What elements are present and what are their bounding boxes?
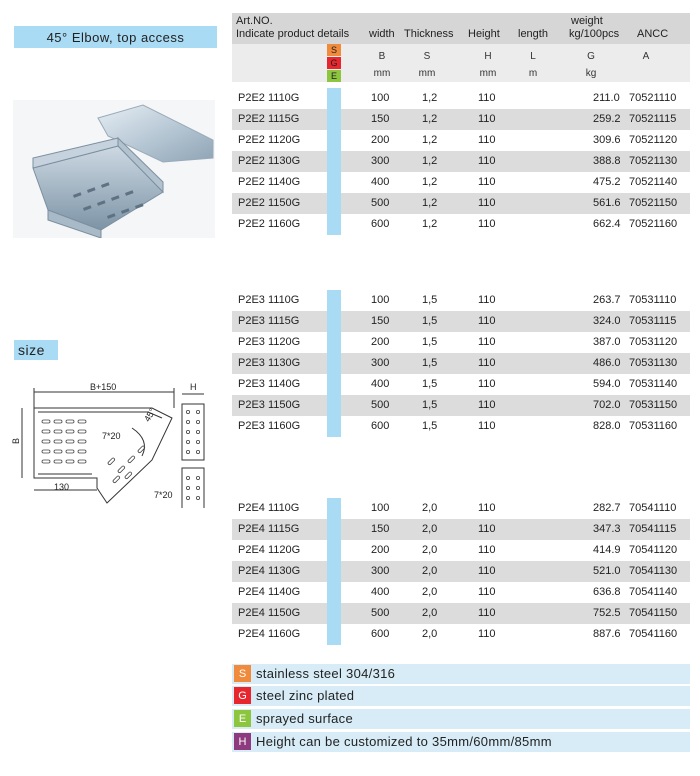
header-art-no: Art.NO. bbox=[236, 15, 273, 27]
header-thickness: Thickness bbox=[404, 28, 454, 40]
cell-art: P2E3 1140G bbox=[238, 378, 301, 390]
cell-art: P2E4 1130G bbox=[238, 565, 301, 577]
unit-l: m bbox=[528, 68, 538, 79]
cell-height: 110 bbox=[478, 628, 496, 640]
table-row bbox=[232, 332, 690, 353]
cell-art: P2E4 1110G bbox=[238, 502, 300, 514]
dim-angle-label: 45° bbox=[142, 406, 158, 424]
cell-thickness: 1,5 bbox=[422, 294, 438, 306]
cell-width: 500 bbox=[371, 197, 390, 209]
dim-hole2-label: 7*20 bbox=[154, 490, 173, 500]
table-row bbox=[232, 603, 690, 624]
cell-art: P2E3 1115G bbox=[238, 315, 300, 327]
cell-height: 110 bbox=[478, 315, 496, 327]
cell-ancc: 70541130 bbox=[629, 565, 678, 577]
legend-code-e: E bbox=[234, 710, 251, 727]
table-row bbox=[232, 540, 690, 561]
cell-height: 110 bbox=[478, 523, 496, 535]
cell-art: P2E4 1140G bbox=[238, 586, 301, 598]
cell-width: 100 bbox=[371, 294, 390, 306]
table-row bbox=[232, 311, 690, 332]
sym-l: L bbox=[530, 51, 536, 62]
cell-width: 500 bbox=[371, 399, 390, 411]
cell-height: 110 bbox=[478, 399, 496, 411]
cell-weight: 263.7 bbox=[593, 294, 621, 306]
cell-ancc: 70521130 bbox=[629, 155, 678, 167]
cell-height: 110 bbox=[478, 155, 496, 167]
cell-width: 100 bbox=[371, 502, 390, 514]
table-row bbox=[232, 374, 690, 395]
cell-width: 400 bbox=[371, 176, 390, 188]
cell-art: P2E2 1110G bbox=[238, 92, 300, 104]
cell-ancc: 70531150 bbox=[629, 399, 678, 411]
cell-thickness: 2,0 bbox=[422, 544, 438, 556]
cell-thickness: 1,2 bbox=[422, 92, 438, 104]
cell-height: 110 bbox=[478, 176, 496, 188]
cell-thickness: 2,0 bbox=[422, 607, 438, 619]
legend-text: stainless steel 304/316 bbox=[256, 666, 396, 681]
legend-text: Height can be customized to 35mm/60mm/85mm bbox=[256, 734, 552, 749]
cell-weight: 887.6 bbox=[593, 628, 621, 640]
cell-width: 300 bbox=[371, 155, 390, 167]
finish-code-s: S bbox=[327, 44, 341, 56]
cell-width: 150 bbox=[371, 315, 390, 327]
cell-ancc: 70531160 bbox=[629, 420, 678, 432]
legend-code-s: S bbox=[234, 665, 251, 682]
cell-width: 200 bbox=[371, 336, 390, 348]
cell-ancc: 70531140 bbox=[629, 378, 678, 390]
cell-thickness: 1,5 bbox=[422, 420, 438, 432]
cell-height: 110 bbox=[478, 607, 496, 619]
cell-height: 110 bbox=[478, 197, 496, 209]
table-row bbox=[232, 519, 690, 540]
table-row bbox=[232, 172, 690, 193]
cell-ancc: 70521140 bbox=[629, 176, 678, 188]
cell-ancc: 70541140 bbox=[629, 586, 678, 598]
cell-thickness: 1,2 bbox=[422, 113, 438, 125]
cell-weight: 828.0 bbox=[593, 420, 621, 432]
table-row bbox=[232, 416, 690, 437]
table-row bbox=[232, 151, 690, 172]
cell-width: 100 bbox=[371, 92, 390, 104]
cell-weight: 594.0 bbox=[593, 378, 621, 390]
cell-art: P2E4 1160G bbox=[238, 628, 301, 640]
cell-art: P2E2 1120G bbox=[238, 134, 301, 146]
cell-art: P2E3 1150G bbox=[238, 399, 301, 411]
cell-ancc: 70531115 bbox=[629, 315, 677, 327]
table-row bbox=[232, 88, 690, 109]
cell-width: 150 bbox=[371, 523, 390, 535]
cell-thickness: 2,0 bbox=[422, 565, 438, 577]
header-weight: weight bbox=[571, 15, 603, 27]
legend-text: sprayed surface bbox=[256, 711, 353, 726]
cell-ancc: 70521115 bbox=[629, 113, 677, 125]
header-weight-unit: kg/100pcs bbox=[569, 28, 620, 40]
cell-weight: 636.8 bbox=[593, 586, 621, 598]
cell-width: 600 bbox=[371, 420, 390, 432]
cell-thickness: 1,5 bbox=[422, 336, 438, 348]
legend-code-h: H bbox=[234, 733, 251, 750]
cell-ancc: 70541110 bbox=[629, 502, 677, 514]
table-row bbox=[232, 561, 690, 582]
table-row bbox=[232, 498, 690, 519]
cell-art: P2E2 1140G bbox=[238, 176, 301, 188]
cell-width: 600 bbox=[371, 218, 390, 230]
cell-art: P2E2 1115G bbox=[238, 113, 300, 125]
cell-weight: 521.0 bbox=[593, 565, 621, 577]
dim-hole1-label: 7*20 bbox=[102, 431, 121, 441]
product-photo bbox=[13, 100, 215, 238]
cell-thickness: 1,2 bbox=[422, 176, 438, 188]
finish-code-g: G bbox=[327, 57, 341, 69]
cell-weight: 752.5 bbox=[593, 607, 621, 619]
cell-weight: 662.4 bbox=[593, 218, 621, 230]
cell-art: P2E4 1120G bbox=[238, 544, 301, 556]
header-height: Height bbox=[468, 28, 500, 40]
header-length: length bbox=[518, 28, 548, 40]
sym-s: S bbox=[423, 51, 431, 62]
cell-height: 110 bbox=[478, 586, 496, 598]
cell-width: 600 bbox=[371, 628, 390, 640]
cell-ancc: 70531110 bbox=[629, 294, 677, 306]
cell-art: P2E3 1160G bbox=[238, 420, 301, 432]
table-row bbox=[232, 109, 690, 130]
cell-weight: 324.0 bbox=[593, 315, 621, 327]
table-row bbox=[232, 290, 690, 311]
cell-height: 110 bbox=[478, 134, 496, 146]
cell-ancc: 70541160 bbox=[629, 628, 678, 640]
sym-b: B bbox=[378, 51, 386, 62]
cell-weight: 259.2 bbox=[593, 113, 621, 125]
cell-height: 110 bbox=[478, 420, 496, 432]
cell-thickness: 2,0 bbox=[422, 502, 438, 514]
cell-weight: 414.9 bbox=[593, 544, 621, 556]
cell-width: 400 bbox=[371, 378, 390, 390]
cell-thickness: 2,0 bbox=[422, 628, 438, 640]
dim-h-label: H bbox=[190, 382, 197, 392]
cell-ancc: 70541120 bbox=[629, 544, 678, 556]
cell-art: P2E2 1130G bbox=[238, 155, 301, 167]
cell-ancc: 70531120 bbox=[629, 336, 678, 348]
header-width: width bbox=[369, 28, 395, 40]
cell-thickness: 1,5 bbox=[422, 357, 438, 369]
cell-art: P2E4 1115G bbox=[238, 523, 300, 535]
cell-art: P2E3 1120G bbox=[238, 336, 301, 348]
table-row bbox=[232, 624, 690, 645]
table-row bbox=[232, 582, 690, 603]
cell-thickness: 1,2 bbox=[422, 134, 438, 146]
size-label: size bbox=[14, 340, 58, 360]
cell-weight: 561.6 bbox=[593, 197, 621, 209]
cell-width: 150 bbox=[371, 113, 390, 125]
cell-width: 200 bbox=[371, 544, 390, 556]
cell-ancc: 70521110 bbox=[629, 92, 677, 104]
unit-s: mm bbox=[418, 68, 436, 79]
sym-a: A bbox=[642, 51, 650, 62]
cell-thickness: 1,5 bbox=[422, 399, 438, 411]
table-row bbox=[232, 193, 690, 214]
header-indicate: Indicate product details bbox=[236, 28, 350, 40]
dim-side-label: B bbox=[11, 437, 22, 445]
cell-ancc: 70541115 bbox=[629, 523, 677, 535]
header-ancc: ANCC bbox=[637, 28, 669, 40]
cell-weight: 211.0 bbox=[593, 92, 620, 104]
technical-drawing bbox=[12, 378, 227, 508]
cell-art: P2E2 1150G bbox=[238, 197, 301, 209]
cell-weight: 702.0 bbox=[593, 399, 621, 411]
cell-weight: 475.2 bbox=[593, 176, 621, 188]
cell-width: 300 bbox=[371, 565, 390, 577]
finish-column-bar bbox=[327, 290, 341, 437]
cell-height: 110 bbox=[478, 565, 496, 577]
finish-column-bar bbox=[327, 498, 341, 645]
cell-height: 110 bbox=[478, 336, 496, 348]
cell-art: P2E3 1130G bbox=[238, 357, 301, 369]
unit-h: mm bbox=[479, 68, 497, 79]
finish-column-bar bbox=[327, 88, 341, 235]
cell-weight: 309.6 bbox=[593, 134, 621, 146]
cell-height: 110 bbox=[478, 294, 496, 306]
cell-art: P2E2 1160G bbox=[238, 218, 301, 230]
table-row bbox=[232, 353, 690, 374]
cell-thickness: 1,2 bbox=[422, 218, 438, 230]
sym-g: G bbox=[587, 51, 595, 62]
table-row bbox=[232, 214, 690, 235]
cell-thickness: 1,2 bbox=[422, 155, 438, 167]
cell-height: 110 bbox=[478, 378, 496, 390]
product-title: 45° Elbow, top access bbox=[14, 26, 217, 48]
cell-weight: 387.0 bbox=[593, 336, 621, 348]
cell-thickness: 2,0 bbox=[422, 586, 438, 598]
cell-weight: 486.0 bbox=[593, 357, 621, 369]
cell-art: P2E4 1150G bbox=[238, 607, 301, 619]
cell-thickness: 1,5 bbox=[422, 378, 438, 390]
cell-ancc: 70521160 bbox=[629, 218, 678, 230]
table-row bbox=[232, 130, 690, 151]
cell-height: 110 bbox=[478, 544, 496, 556]
cell-width: 300 bbox=[371, 357, 390, 369]
cell-height: 110 bbox=[478, 92, 496, 104]
legend-code-g: G bbox=[234, 687, 251, 704]
cell-thickness: 2,0 bbox=[422, 523, 438, 535]
unit-b: mm bbox=[373, 68, 391, 79]
unit-g: kg bbox=[585, 68, 597, 79]
legend-text: steel zinc plated bbox=[256, 688, 355, 703]
cell-ancc: 70541150 bbox=[629, 607, 678, 619]
cell-height: 110 bbox=[478, 113, 496, 125]
finish-code-e: E bbox=[327, 70, 341, 82]
dim-bottom-label: 130 bbox=[54, 482, 70, 492]
sym-h: H bbox=[484, 51, 492, 62]
cell-weight: 388.8 bbox=[593, 155, 621, 167]
dim-top-label: B+150 bbox=[90, 382, 117, 392]
cell-height: 110 bbox=[478, 218, 496, 230]
cell-height: 110 bbox=[478, 357, 496, 369]
cell-weight: 282.7 bbox=[593, 502, 621, 514]
table-row bbox=[232, 395, 690, 416]
cell-ancc: 70521120 bbox=[629, 134, 678, 146]
cell-width: 400 bbox=[371, 586, 390, 598]
cell-width: 500 bbox=[371, 607, 390, 619]
cell-width: 200 bbox=[371, 134, 390, 146]
cell-art: P2E3 1110G bbox=[238, 294, 300, 306]
cell-ancc: 70521150 bbox=[629, 197, 678, 209]
cell-height: 110 bbox=[478, 502, 496, 514]
cell-ancc: 70531130 bbox=[629, 357, 678, 369]
cell-weight: 347.3 bbox=[593, 523, 621, 535]
cell-thickness: 1,5 bbox=[422, 315, 438, 327]
cell-thickness: 1,2 bbox=[422, 197, 438, 209]
